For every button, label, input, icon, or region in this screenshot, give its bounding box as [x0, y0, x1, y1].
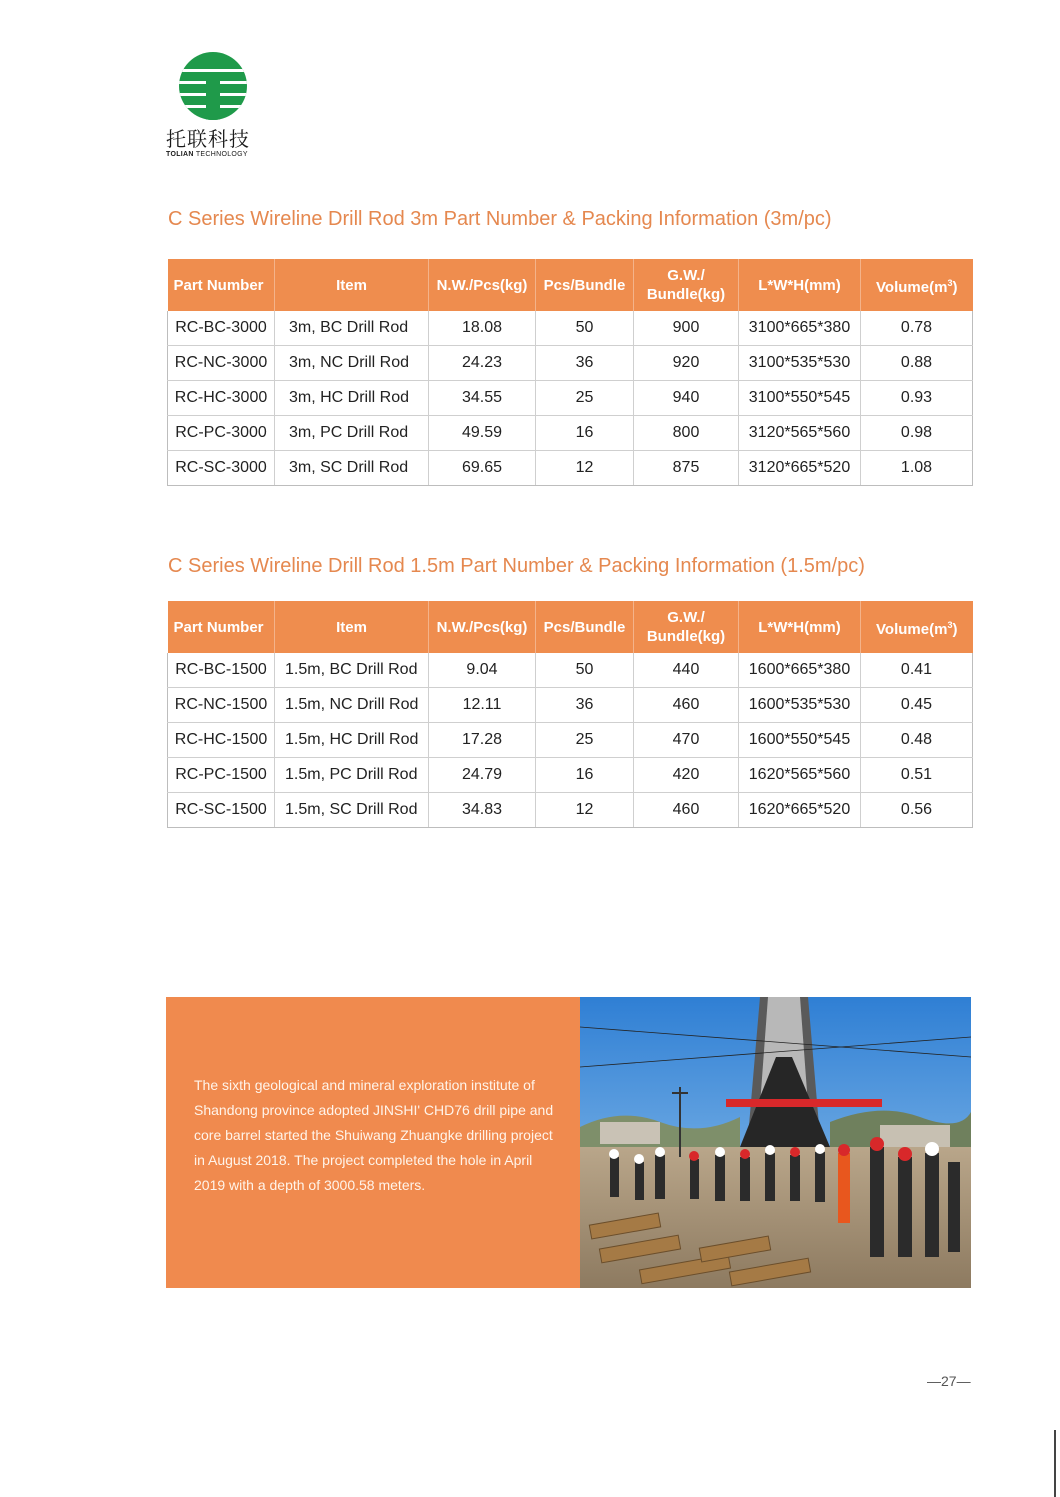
cell-lwh: 3100*665*380 [739, 311, 861, 346]
table-row [168, 793, 973, 828]
cell-lwh: 3100*550*545 [739, 381, 861, 416]
cell-pcs: 12 [536, 793, 634, 828]
cell-nw: 17.28 [429, 723, 536, 758]
cell-pcs: 50 [536, 311, 634, 346]
cell-nw: 24.23 [429, 346, 536, 381]
case-study-text: The sixth geological and mineral exploration institute of Shandong province adopted JINSHI' CHD76 drill pipe and core barrel started the Shuiwang Zhuangke drilling project in August 2018. The project completed the hole in April 2019 with a depth of 3000.58 meters. [194, 1077, 554, 1193]
col-header-nw: N.W./Pcs(kg) [429, 601, 536, 653]
cell-lwh: 3120*565*560 [739, 416, 861, 451]
case-study-panel [166, 997, 580, 1288]
company-logo [166, 52, 266, 159]
cell-lwh: 3120*665*520 [739, 451, 861, 486]
table2-title: C Series Wireline Drill Rod 1.5m Part Number & Packing Information (1.5m/pc) [168, 555, 865, 577]
cell-gw: 900 [634, 311, 739, 346]
cell-item: 3m, PC Drill Rod [275, 416, 429, 451]
cell-pcs: 12 [536, 451, 634, 486]
cell-pcs: 50 [536, 653, 634, 688]
cell-lwh: 3100*535*530 [739, 346, 861, 381]
col-header-part-number: Part Number [168, 259, 275, 311]
cell-part: RC-HC-1500 [168, 723, 275, 758]
table-row [168, 451, 973, 486]
table-row [168, 688, 973, 723]
cell-gw: 920 [634, 346, 739, 381]
table-row [168, 723, 973, 758]
cell-lwh: 1600*550*545 [739, 723, 861, 758]
cell-pcs: 25 [536, 723, 634, 758]
cell-gw: 420 [634, 758, 739, 793]
cell-part: RC-SC-3000 [168, 451, 275, 486]
col-header-item: Item [275, 601, 429, 653]
cell-item: 1.5m, BC Drill Rod [275, 653, 429, 688]
cell-part: RC-HC-3000 [168, 381, 275, 416]
col-header-volume: $Volume(m^3)$ [861, 259, 973, 311]
col-header-nw: N.W./Pcs(kg) [429, 259, 536, 311]
cell-nw: 12.11 [429, 688, 536, 723]
col-header-pcs: Pcs/Bundle [536, 259, 634, 311]
cell-pcs: 36 [536, 346, 634, 381]
cell-nw: 49.59 [429, 416, 536, 451]
cell-gw: 800 [634, 416, 739, 451]
cell-lwh: 1620*665*520 [739, 793, 861, 828]
cell-volume: 0.51 [861, 758, 973, 793]
col-header-part-number: Part Number [168, 601, 275, 653]
col-header-volume: $Volume(m^3)$ [861, 601, 973, 653]
table-row [168, 381, 973, 416]
cell-volume: 0.93 [861, 381, 973, 416]
cell-part: RC-SC-1500 [168, 793, 275, 828]
col-header-item: Item [275, 259, 429, 311]
col-header-pcs: Pcs/Bundle [536, 601, 634, 653]
cell-nw: 9.04 [429, 653, 536, 688]
cell-volume: 1.08 [861, 451, 973, 486]
cell-pcs: 16 [536, 758, 634, 793]
cell-lwh: 1620*565*560 [739, 758, 861, 793]
cell-item: 3m, NC Drill Rod [275, 346, 429, 381]
cell-nw: 34.83 [429, 793, 536, 828]
col-header-gw: G.W./ Bundle(kg) [634, 601, 739, 653]
tolian-logo-icon [179, 52, 247, 120]
cell-volume: 0.41 [861, 653, 973, 688]
cell-volume: 0.56 [861, 793, 973, 828]
cell-volume: 0.45 [861, 688, 973, 723]
cell-gw: 940 [634, 381, 739, 416]
cell-volume: 0.48 [861, 723, 973, 758]
packing-table-1-5m [167, 601, 973, 828]
cell-item: 1.5m, SC Drill Rod [275, 793, 429, 828]
packing-table-3m [167, 259, 973, 486]
cell-gw: 875 [634, 451, 739, 486]
cell-item: 3m, BC Drill Rod [275, 311, 429, 346]
cell-item: 1.5m, PC Drill Rod [275, 758, 429, 793]
cell-gw: 470 [634, 723, 739, 758]
cell-item: 1.5m, NC Drill Rod [275, 688, 429, 723]
table-row [168, 653, 973, 688]
page-edge-line [1054, 1430, 1056, 1497]
cell-item: 3m, HC Drill Rod [275, 381, 429, 416]
table1-title: C Series Wireline Drill Rod 3m Part Number & Packing Information (3m/pc) [168, 208, 832, 230]
table-row [168, 416, 973, 451]
cell-item: 3m, SC Drill Rod [275, 451, 429, 486]
cell-gw: 440 [634, 653, 739, 688]
table-header-row [168, 601, 973, 653]
cell-lwh: 1600*665*380 [739, 653, 861, 688]
cell-part: RC-BC-1500 [168, 653, 275, 688]
cell-part: RC-PC-3000 [168, 416, 275, 451]
col-header-lwh: L*W*H(mm) [739, 259, 861, 311]
cell-pcs: 16 [536, 416, 634, 451]
cell-nw: 18.08 [429, 311, 536, 346]
drilling-site-illustration [580, 997, 971, 1288]
table-row [168, 311, 973, 346]
cell-gw: 460 [634, 688, 739, 723]
cell-item: 1.5m, HC Drill Rod [275, 723, 429, 758]
cell-lwh: 1600*535*530 [739, 688, 861, 723]
cell-pcs: 36 [536, 688, 634, 723]
cell-volume: 0.88 [861, 346, 973, 381]
cell-part: RC-NC-3000 [168, 346, 275, 381]
cell-volume: 0.98 [861, 416, 973, 451]
cell-volume: 0.78 [861, 311, 973, 346]
cell-part: RC-PC-1500 [168, 758, 275, 793]
cell-gw: 460 [634, 793, 739, 828]
drilling-site-photo [580, 997, 971, 1288]
brand-name-cn: 托联科技 [166, 127, 250, 151]
page-number: —27— [927, 1373, 971, 1389]
table-header-row [168, 259, 973, 311]
cell-part: RC-NC-1500 [168, 688, 275, 723]
table-row [168, 758, 973, 793]
cell-nw: 24.79 [429, 758, 536, 793]
cell-part: RC-BC-3000 [168, 311, 275, 346]
col-header-gw: G.W./ Bundle(kg) [634, 259, 739, 311]
table-row [168, 346, 973, 381]
cell-nw: 34.55 [429, 381, 536, 416]
brand-name-en: TOLIAN TECHNOLOGY [166, 151, 248, 158]
col-header-lwh: L*W*H(mm) [739, 601, 861, 653]
cell-nw: 69.65 [429, 451, 536, 486]
cell-pcs: 25 [536, 381, 634, 416]
